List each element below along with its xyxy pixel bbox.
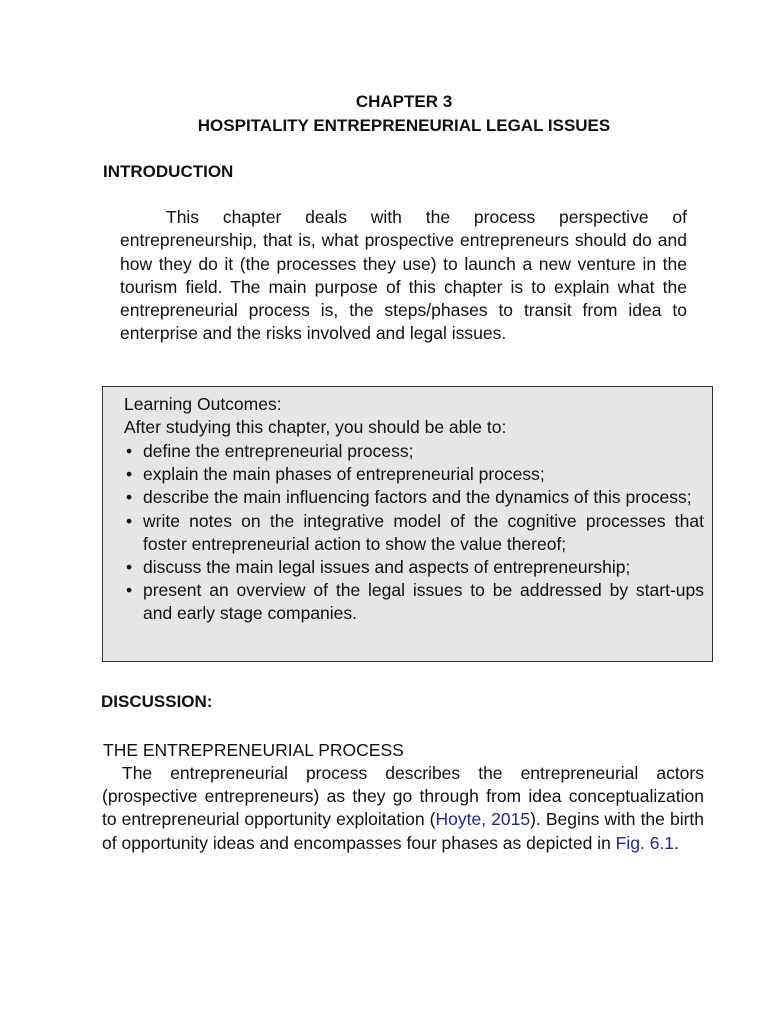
- entrepreneurial-process-subheading: THE ENTREPRENEURIAL PROCESS: [103, 740, 404, 760]
- discussion-heading: DISCUSSION:: [101, 692, 213, 711]
- list-item: [124, 556, 704, 579]
- list-item: [124, 440, 704, 463]
- paragraph-text: .: [674, 832, 679, 853]
- list-item-text: explain the main phases of entrepreneurial process;: [143, 464, 545, 485]
- list-item: [124, 510, 704, 556]
- chapter-number: CHAPTER 3: [355, 92, 453, 111]
- list-item: [124, 463, 704, 486]
- paragraph-text: ). Begins with the birth of opportunity ideas and encompasses four phases as depicted in: [102, 809, 705, 853]
- list-item-text: write notes on the integrative model of the cognitive processes that foster entrepreneurial action to show the value thereof;: [143, 510, 704, 554]
- citation-link[interactable]: Hoyte, 2015: [435, 809, 531, 830]
- chapter-title: HOSPITALITY ENTREPRENEURIAL LEGAL ISSUES: [197, 116, 611, 135]
- figure-reference-link[interactable]: Fig. 6.1: [615, 832, 675, 853]
- list-item-text: describe the main influencing factors and the dynamics of this process;: [143, 487, 692, 508]
- list-item: [124, 486, 704, 509]
- list-item-text: present an overview of the legal issues to be addressed by start-ups and early stage companies.: [143, 580, 704, 624]
- bullet-icon: •: [126, 441, 133, 461]
- list-item-text: define the entrepreneurial process;: [143, 441, 414, 461]
- learning-outcomes-list: [124, 440, 704, 626]
- paragraph-text: The entrepreneurial process describes the entrepreneurial actors (prospective entrepreneurs) as they go through from idea conceptualization to entrepreneurial opportunity exploitation (: [102, 763, 704, 830]
- bullet-icon: •: [126, 510, 133, 531]
- learning-outcomes-intro: After studying this chapter, you should be able to:: [124, 417, 507, 437]
- introduction-paragraph: This chapter deals with the process perspective of entrepreneurship, that is, what prospective entrepreneurs should do and how they do it (the processes they use) to launch a new venture in the tourism field. The main purpose of this chapter is to explain what the entrepreneurial process is, the steps/phases to transit from idea to enterprise and the risks involved and legal issues.: [120, 207, 687, 344]
- list-item-text: discuss the main legal issues and aspects of entrepreneurship;: [143, 557, 631, 578]
- list-item: [124, 579, 704, 625]
- bullet-icon: •: [126, 580, 133, 601]
- entrepreneurial-process-paragraph: [102, 762, 704, 855]
- introduction-heading: INTRODUCTION: [103, 162, 234, 181]
- bullet-icon: •: [126, 487, 133, 508]
- bullet-icon: •: [126, 557, 133, 578]
- bullet-icon: •: [126, 464, 133, 485]
- learning-outcomes-box: [102, 386, 713, 662]
- learning-outcomes-title: Learning Outcomes:: [124, 394, 282, 414]
